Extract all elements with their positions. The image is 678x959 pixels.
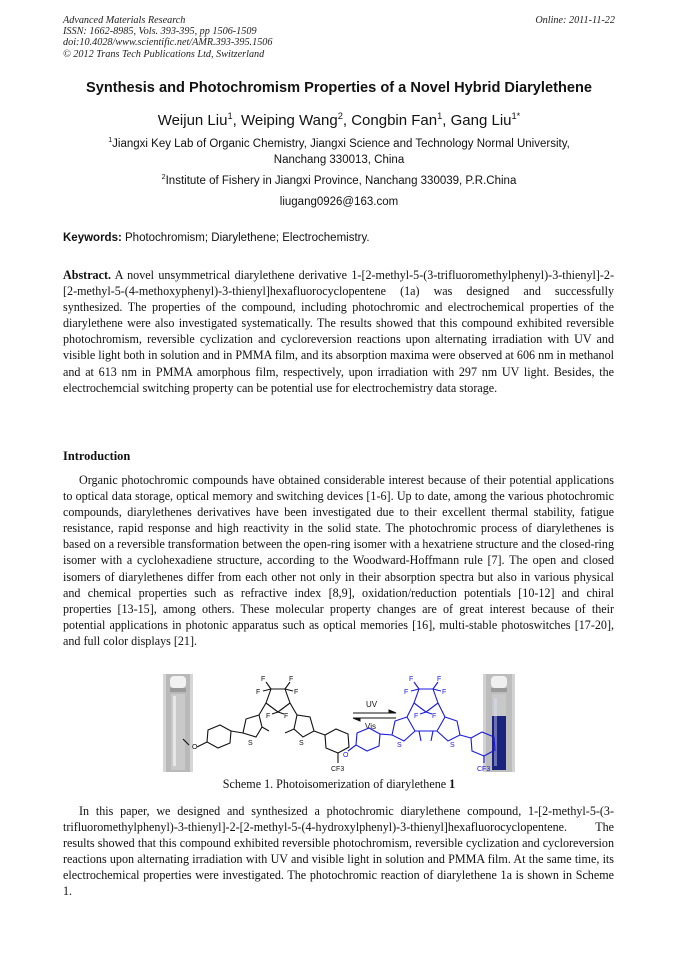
author-list — [0, 112, 678, 129]
arrow-label-uv: UV — [366, 700, 378, 709]
atom-label: O — [192, 744, 198, 751]
abstract-text: A novel unsymmetrical diarylethene derivative 1-[2-methyl-5-(3-trifluoromethylphenyl)-3-thienyl]-2-[2-methyl-5-(4-methoxyphenyl)-3-thienyl]hexafluorocyclopentene (1a) was designed and successfully synthesized. The properties of the compound, including photochromic and electrochemical properties of the diarylethene were also investigated systematically. The results showed that this compound exhibited reversible photochromism, reversible cyclization and cycloreversion reactions upon alternating irradiation with UV and visible light both in solution and in PMMA film, and its absorption maxima were observed at 606 nm in methanol and at 613 nm in PMMA amorphous film, respectively, upon irradiation with 297 nm UV light. Besides, the electrochemcial switching property can be potential use for electrochemistry data storage. — [63, 268, 614, 395]
group-label: CF3 — [331, 766, 345, 773]
journal-header — [63, 15, 272, 60]
group-label: CF3 — [477, 766, 491, 773]
section-heading-introduction: Introduction — [63, 449, 131, 463]
atom-label: F — [266, 713, 271, 720]
atom-label: S — [397, 742, 402, 749]
atom-label: S — [248, 740, 253, 747]
atom-label: S — [450, 742, 455, 749]
author-email: liugang0926@163.com — [279, 196, 399, 208]
atom-label: O — [343, 752, 349, 759]
atom-label: F — [294, 689, 299, 696]
atom-label: F — [404, 689, 409, 696]
atom-label: F — [256, 689, 261, 696]
copyright-line: © 2012 Trans Tech Publications Ltd, Switzerland — [63, 48, 265, 60]
keywords — [63, 232, 370, 244]
reaction-arrows — [353, 710, 396, 721]
affiliation-2: $^2$Institute of Fishery in Jiangxi Province, Nanchang 330039, P.R.China — [161, 173, 517, 187]
atom-label: F — [437, 676, 442, 683]
paper-title: Synthesis and Photochromism Properties of a Novel Hybrid Diarylethene — [85, 80, 593, 96]
atom-label: F — [261, 676, 266, 683]
scheme-caption: Scheme 1. Photoisomerization of diarylethene 1 — [222, 777, 456, 791]
atom-label: F — [409, 676, 414, 683]
online-date: Online: 2011-11-22 — [535, 15, 615, 26]
atom-label: F — [414, 713, 419, 720]
open-isomer-structure — [183, 682, 349, 763]
author: Weijun Liu$^1$, — [157, 111, 241, 129]
atom-label: F — [289, 676, 294, 683]
author: Congbin Fan$^1$, — [351, 111, 451, 129]
scheme-photoisomerization — [63, 671, 614, 773]
introduction-paragraph: Organic photochromic compounds have obtained considerable interest because of their potential applications to optical data storage, optical memory and switching devices [1-6]. Up to date, among the various photochromic compounds, diarylethenes derivatives have been investigated due to their excellent thermal stability, fatigue resistance, rapid response and high reactivity in the solid state. The photochromic process of diarylethenes is based on a reversible transformation between the open-ring isomer with a hexatriene structure and the closed-ring isomer with a cyclohexadiene structure, according to the Woodward-Hoffmann rule [7]. The open and closed isomers of diarylethenes differ from each other not only in their absorption spectra but also in various physical and chemical properties such as refractive index [8,9], oxidation/reduction potentials [10-12] and chiral properties [13-15], among others. These molecular property changes are of great interest because of their potential applications in photonic apparatus such as optical memories [16], multi-stable photoswitches [17-20], and full color displays [21]. — [63, 473, 614, 648]
body-paragraph: In this paper, we designed and synthesized a photochromic diarylethene compound, 1-[2-methyl-5-(3-trifluoromethylphenyl)-3-thienyl]-2-[2-methyl-5-(4-hydroxylphenyl)-3-thienyl]hexafluorocyclopentene. The results showed that this compound exhibited reversible photochromism, reversible cyclization and cycloreversion reactions upon alternating irradiation with UV and visible light in solution and PMMA film. At the same time, its electrochemical properties were investigated. The photochromic reaction of diarylethene 1a is shown in Scheme 1. — [63, 804, 614, 899]
atom-label: F — [432, 713, 437, 720]
atom-label: S — [299, 740, 304, 747]
issn-line: ISSN: 1662-8985, Vols. 393-395, pp 1506-1509 — [63, 26, 257, 38]
author: Gang Liu$^{1*}$ — [450, 111, 521, 129]
atom-label: F — [442, 689, 447, 696]
open-isomer-labels — [192, 676, 344, 773]
abstract-label: Abstract. — [63, 268, 112, 282]
journal-name: Advanced Materials Research — [63, 15, 186, 26]
abstract — [63, 267, 614, 396]
author: Weiping Wang$^2$, — [240, 111, 352, 129]
keywords-label: Keywords: — [63, 232, 122, 244]
keywords-text: Photochromism; Diarylethene; Electrochemistry. — [125, 232, 370, 244]
affiliation-1: $^1$Jiangxi Key Lab of Organic Chemistry, Jiangxi Science and Technology Normal University, Nanchang 330013, China — [108, 136, 570, 166]
arrow-label-vis: Vis — [365, 722, 376, 731]
atom-label: F — [284, 713, 289, 720]
doi-line: doi:10.4028/www.scientific.net/AMR.393-395.1506 — [63, 37, 273, 49]
